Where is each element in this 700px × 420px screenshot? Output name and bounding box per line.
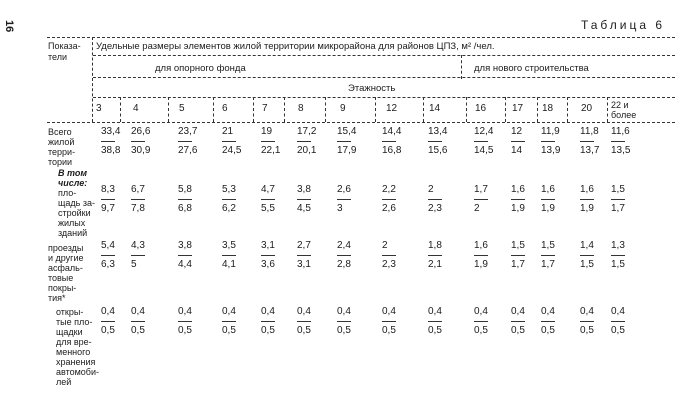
cell-numerator: 0,4 [101,306,115,317]
cell-numerator: 13,4 [428,126,448,137]
fraction-cell [580,184,606,214]
cell-denominator: 13,7 [580,145,600,156]
fund-rule [93,77,675,78]
fraction-cell [297,306,323,336]
fraction-cell [131,126,157,156]
cell-numerator: 0,4 [511,306,525,317]
row-label-driveways: проезды и другие асфаль- товые покры- тия* [48,243,84,303]
floor-5: 5 [179,103,185,114]
cell-denominator: 4,5 [297,203,311,214]
floors-rule [93,97,675,98]
cell-numerator: 23,7 [178,126,198,137]
cell-denominator: 2 [474,203,480,214]
cell-denominator: 1,5 [611,259,625,270]
cell-denominator: 0,5 [611,325,625,336]
fraction-cell [541,306,567,336]
fraction-cell [580,126,606,156]
cell-numerator: 15,4 [337,126,357,137]
fraction-cell [337,126,363,156]
cell-numerator: 11,6 [611,126,630,137]
cell-numerator: 2,7 [297,240,311,251]
floor-6: 6 [222,103,228,114]
fraction-bar [297,199,311,200]
floor-16: 16 [475,103,487,114]
cell-numerator: 1,5 [511,240,525,251]
fraction-cell [222,306,248,336]
main-header-rule [93,55,675,56]
floor-divider [253,97,254,122]
fraction-bar [261,141,275,142]
cell-numerator: 0,4 [222,306,236,317]
fraction-cell [611,306,637,336]
cell-numerator: 1,6 [541,184,555,195]
fraction-cell [178,306,204,336]
row-label-building-area: пло- щадь за- стройки жилых зданий [58,188,95,238]
fraction-cell [261,240,287,270]
cell-numerator: 21 [222,126,234,137]
fraction-bar [428,141,442,142]
fraction-bar [580,141,594,142]
cell-denominator: 13,9 [541,145,561,156]
cell-denominator: 0,5 [382,325,396,336]
cell-numerator: 4,7 [261,184,275,195]
fraction-bar [178,199,192,200]
cell-denominator: 0,5 [178,325,192,336]
cell-numerator: 33,4 [101,126,121,137]
page-number: 16 [3,20,15,33]
cell-denominator: 6,2 [222,203,236,214]
fraction-cell [382,240,408,270]
cell-denominator: 1,9 [511,203,525,214]
fraction-cell [611,184,637,214]
floor-divider [213,97,214,122]
fraction-bar [611,255,625,256]
floor-8: 8 [298,103,304,114]
fraction-cell [611,126,637,156]
cell-numerator: 1,7 [474,184,488,195]
fraction-cell [428,184,454,214]
floor-divider [466,97,467,122]
fraction-bar [382,141,396,142]
table-title: Таблица 6 [580,18,665,32]
fraction-bar [222,321,236,322]
fraction-bar [541,321,555,322]
fraction-cell [474,126,500,156]
cell-denominator: 1,7 [541,259,555,270]
fraction-bar [131,199,145,200]
floor-18: 18 [542,103,554,114]
fraction-bar [511,255,525,256]
fraction-cell [382,126,408,156]
fraction-cell [101,306,127,336]
cell-denominator: 5,5 [261,203,275,214]
floor-20: 20 [581,103,593,114]
fraction-cell [222,184,248,214]
top-rule [47,37,675,38]
cell-numerator: 1,8 [428,240,442,251]
floor-divider [607,97,608,122]
fraction-cell [474,306,500,336]
cell-numerator: 0,4 [580,306,594,317]
row-label-total: Всего жилой терри- тории [48,127,76,167]
fraction-cell [474,184,500,214]
fraction-cell [511,240,537,270]
cell-denominator: 2,1 [428,259,442,270]
fraction-cell [382,184,408,214]
cell-denominator: 14 [511,145,523,156]
fraction-cell [337,306,363,336]
cell-numerator: 1,6 [474,240,488,251]
fraction-cell [580,306,606,336]
floor-divider [168,97,169,122]
fraction-cell [178,126,204,156]
fraction-bar [611,141,625,142]
fraction-bar [511,321,525,322]
cell-denominator: 1,7 [611,203,625,214]
fraction-cell [611,240,637,270]
indicators-header: Показа- тели [48,41,81,62]
floor-divider [325,97,326,122]
fraction-bar [428,321,442,322]
floor-divider [567,97,568,122]
fraction-bar [297,141,311,142]
cell-numerator: 0,4 [178,306,192,317]
fraction-bar [474,255,488,256]
fraction-bar [222,141,236,142]
cell-numerator: 0,4 [261,306,275,317]
cell-denominator: 22,1 [261,145,281,156]
cell-denominator: 15,6 [428,145,448,156]
cell-numerator: 3,8 [297,184,311,195]
fraction-cell [297,126,323,156]
fraction-bar [178,255,192,256]
fraction-bar [337,199,351,200]
cell-denominator: 1,9 [474,259,488,270]
floor-divider [505,97,506,122]
fraction-bar [297,255,311,256]
fraction-bar [511,199,525,200]
floor-9: 9 [340,103,346,114]
cell-denominator: 0,5 [261,325,275,336]
cell-denominator: 2,3 [428,203,442,214]
cell-numerator: 1,3 [611,240,625,251]
cell-denominator: 3,6 [261,259,275,270]
cell-denominator: 0,5 [337,325,351,336]
cell-denominator: 2,8 [337,259,351,270]
cell-numerator: 2 [382,240,388,251]
in-that-number-label: В том числе: [58,168,88,188]
fraction-bar [580,321,594,322]
floor-divider [284,97,285,122]
cell-numerator: 0,4 [611,306,625,317]
fraction-cell [261,126,287,156]
cell-numerator: 1,6 [580,184,594,195]
fraction-bar [261,321,275,322]
cell-denominator: 0,5 [541,325,555,336]
cell-denominator: 6,3 [101,259,115,270]
cell-numerator: 4,3 [131,240,145,251]
fraction-bar [337,321,351,322]
cell-denominator: 20,1 [297,145,317,156]
fraction-cell [222,240,248,270]
fraction-cell [474,240,500,270]
cell-numerator: 5,8 [178,184,192,195]
cell-denominator: 0,5 [131,325,145,336]
fraction-bar [611,321,625,322]
cell-denominator: 1,7 [511,259,525,270]
floor-3: 3 [96,103,102,114]
fraction-bar [541,199,555,200]
cell-numerator: 2 [428,184,434,195]
fraction-cell [337,240,363,270]
cell-numerator: 12 [511,126,523,137]
cell-denominator: 38,8 [101,145,121,156]
floor-22-plus: 22 и более [611,100,637,120]
fraction-cell [428,240,454,270]
cell-numerator: 0,4 [337,306,351,317]
cell-numerator: 3,1 [261,240,275,251]
fraction-cell [297,184,323,214]
fraction-bar [428,199,442,200]
cell-denominator: 0,5 [101,325,115,336]
cell-numerator: 0,4 [131,306,145,317]
cell-numerator: 5,4 [101,240,115,251]
cell-denominator: 0,5 [297,325,311,336]
fraction-bar [428,255,442,256]
cell-denominator: 1,9 [541,203,555,214]
fraction-cell [131,240,157,270]
cell-numerator: 14,4 [382,126,402,137]
cell-denominator: 7,8 [131,203,145,214]
fraction-cell [131,306,157,336]
fraction-bar [101,199,115,200]
fraction-cell [382,306,408,336]
cell-numerator: 0,4 [428,306,442,317]
fraction-bar [474,141,488,142]
fraction-bar [131,255,145,256]
cell-denominator: 4,1 [222,259,236,270]
fraction-bar [131,321,145,322]
cell-denominator: 2,6 [382,203,396,214]
cell-denominator: 1,5 [580,259,594,270]
fraction-bar [541,255,555,256]
fraction-bar [511,141,525,142]
cell-denominator: 0,5 [474,325,488,336]
floor-12: 12 [386,103,398,114]
fraction-cell [428,126,454,156]
floor-14: 14 [429,103,441,114]
cell-denominator: 17,9 [337,145,357,156]
cell-denominator: 27,6 [178,145,198,156]
cell-numerator: 11,8 [580,126,599,137]
fraction-cell [511,306,537,336]
cell-denominator: 0,5 [511,325,525,336]
fraction-cell [297,240,323,270]
indicator-column-rule [92,37,93,122]
cell-denominator: 0,5 [580,325,594,336]
fraction-bar [101,255,115,256]
fraction-cell [511,126,537,156]
cell-denominator: 0,5 [222,325,236,336]
cell-denominator: 9,7 [101,203,115,214]
fraction-cell [261,184,287,214]
cell-numerator: 0,4 [541,306,555,317]
cell-numerator: 0,4 [297,306,311,317]
fraction-cell [428,306,454,336]
main-header: Удельные размеры элементов жилой территории микрорайона для районов ЦПЗ, м² /чел. [96,41,495,52]
fraction-cell [178,184,204,214]
fraction-bar [337,141,351,142]
fraction-cell [261,306,287,336]
fraction-cell [337,184,363,214]
floor-divider [375,97,376,122]
fraction-cell [541,184,567,214]
cell-numerator: 2,6 [337,184,351,195]
cell-denominator: 3 [337,203,343,214]
fraction-cell [101,126,127,156]
floor-17: 17 [512,103,524,114]
row-label-parking: откры- тые пло- щадки для вре- менного хранения автомоби- лей [56,307,99,387]
cell-numerator: 8,3 [101,184,115,195]
fraction-bar [131,141,145,142]
cell-numerator: 1,5 [611,184,625,195]
fraction-bar [541,141,555,142]
fraction-bar [101,141,115,142]
fraction-bar [382,199,396,200]
cell-numerator: 3,5 [222,240,236,251]
cell-denominator: 1,9 [580,203,594,214]
cell-denominator: 2,3 [382,259,396,270]
cell-numerator: 26,6 [131,126,151,137]
fraction-cell [178,240,204,270]
floors-header: Этажность [348,83,396,94]
cell-numerator: 3,8 [178,240,192,251]
fraction-cell [101,184,127,214]
cell-denominator: 5 [131,259,137,270]
fraction-bar [337,255,351,256]
cell-numerator: 5,3 [222,184,236,195]
fraction-bar [474,321,488,322]
fraction-bar [261,255,275,256]
fraction-bar [101,321,115,322]
floor-divider [423,97,424,122]
cell-denominator: 14,5 [474,145,494,156]
existing-fund-header: для опорного фонда [155,63,246,74]
fraction-bar [474,199,488,200]
cell-denominator: 13,5 [611,145,631,156]
cell-numerator: 0,4 [382,306,396,317]
cell-numerator: 2,4 [337,240,351,251]
cell-numerator: 1,4 [580,240,594,251]
fraction-bar [178,141,192,142]
floor-7: 7 [262,103,268,114]
fraction-bar [222,255,236,256]
fraction-bar [222,199,236,200]
fraction-cell [541,126,567,156]
header-bottom-rule [47,122,675,123]
fraction-bar [611,199,625,200]
fraction-bar [382,321,396,322]
fraction-cell [222,126,248,156]
fraction-bar [580,255,594,256]
cell-denominator: 6,8 [178,203,192,214]
cell-denominator: 4,4 [178,259,192,270]
cell-denominator: 3,1 [297,259,311,270]
cell-numerator: 0,4 [474,306,488,317]
fraction-bar [580,199,594,200]
cell-numerator: 19 [261,126,273,137]
cell-denominator: 16,8 [382,145,402,156]
floor-divider [537,97,538,122]
floor-4: 4 [133,103,139,114]
cell-denominator: 30,9 [131,145,151,156]
cell-numerator: 2,2 [382,184,396,195]
cell-numerator: 17,2 [297,126,317,137]
cell-numerator: 1,6 [511,184,525,195]
fraction-cell [101,240,127,270]
fraction-bar [178,321,192,322]
cell-denominator: 0,5 [428,325,442,336]
floor-divider [120,97,121,122]
cell-numerator: 6,7 [131,184,145,195]
fraction-cell [580,240,606,270]
cell-numerator: 11,9 [541,126,560,137]
fraction-bar [297,321,311,322]
cell-denominator: 24,5 [222,145,242,156]
fund-divider [461,55,462,79]
new-construction-header: для нового строительства [474,63,589,74]
fraction-cell [541,240,567,270]
fraction-cell [511,184,537,214]
cell-numerator: 1,5 [541,240,555,251]
cell-numerator: 12,4 [474,126,494,137]
fraction-cell [131,184,157,214]
fraction-bar [261,199,275,200]
fraction-bar [382,255,396,256]
